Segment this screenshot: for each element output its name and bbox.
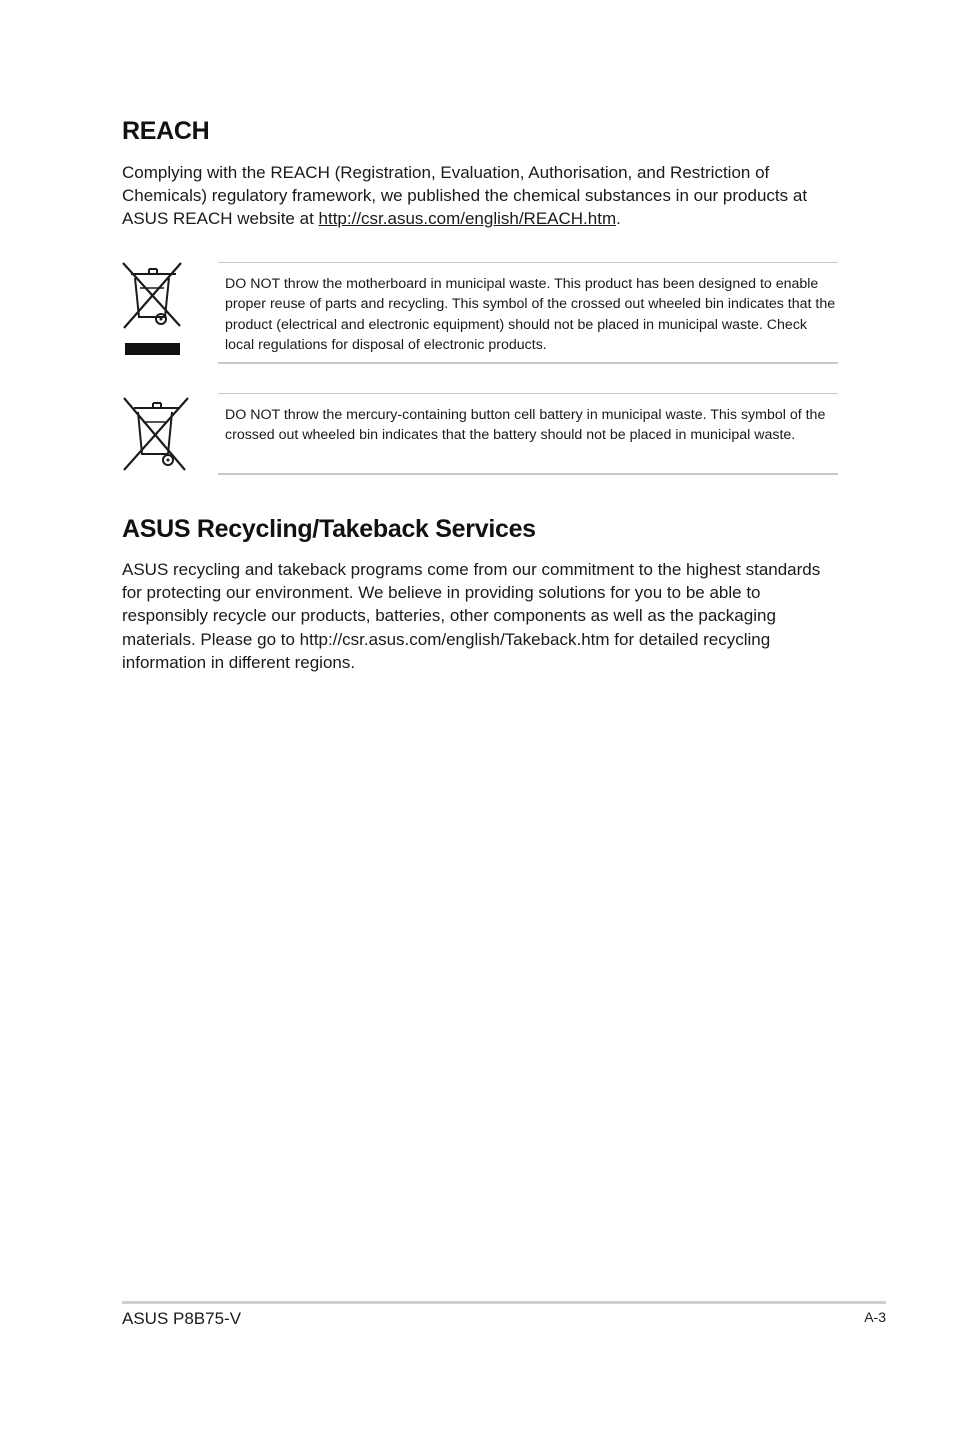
reach-website-link[interactable]: http://csr.asus.com/english/REACH.htm xyxy=(318,209,617,229)
reach-text: Complying with the REACH (Registration, Evaluation, Authorisation, and Restriction of Chemicals) regulatory framework, we published the chemical substances in our products at ASUS REACH website at xyxy=(122,163,808,229)
footer-page-number: A-3 xyxy=(864,1309,886,1325)
reach-heading: REACH xyxy=(122,117,210,145)
motherboard-disposal-notice xyxy=(218,262,838,364)
footer-product-name: ASUS P8B75-V xyxy=(122,1309,242,1328)
reach-paragraph xyxy=(122,161,838,231)
crossed-out-wheeled-bin-icon xyxy=(122,262,184,357)
notice-text: DO NOT throw the mercury-containing button cell battery in municipal waste. This symbol of the crossed out wheeled bin indicates that the battery should not be placed in municipal waste. xyxy=(225,407,826,444)
crossed-out-wheeled-bin-icon xyxy=(122,396,190,472)
recycling-heading: ASUS Recycling/Takeback Services xyxy=(122,515,536,543)
footer-divider xyxy=(122,1301,886,1304)
reach-text-end: . xyxy=(616,209,621,229)
notice-text: DO NOT throw the motherboard in municipal waste. This product has been designed to enable proper reuse of parts and recycling. This symbol of the crossed out wheeled bin indicates that the product (electrical and electronic equipment) should not be placed in municipal waste. Check local regulations for disposal of electronic products. xyxy=(225,276,836,353)
battery-disposal-notice xyxy=(218,393,838,475)
recycling-paragraph: ASUS recycling and takeback programs come from our commitment to the highest standards for protecting our environment. We believe in providing solutions for you to be able to responsibly recycle our products, batteries, other components as well as the packaging materials. Please go to http://csr.asus.com/english/Takeback.htm for detailed recycling information in different regions. xyxy=(122,560,821,672)
